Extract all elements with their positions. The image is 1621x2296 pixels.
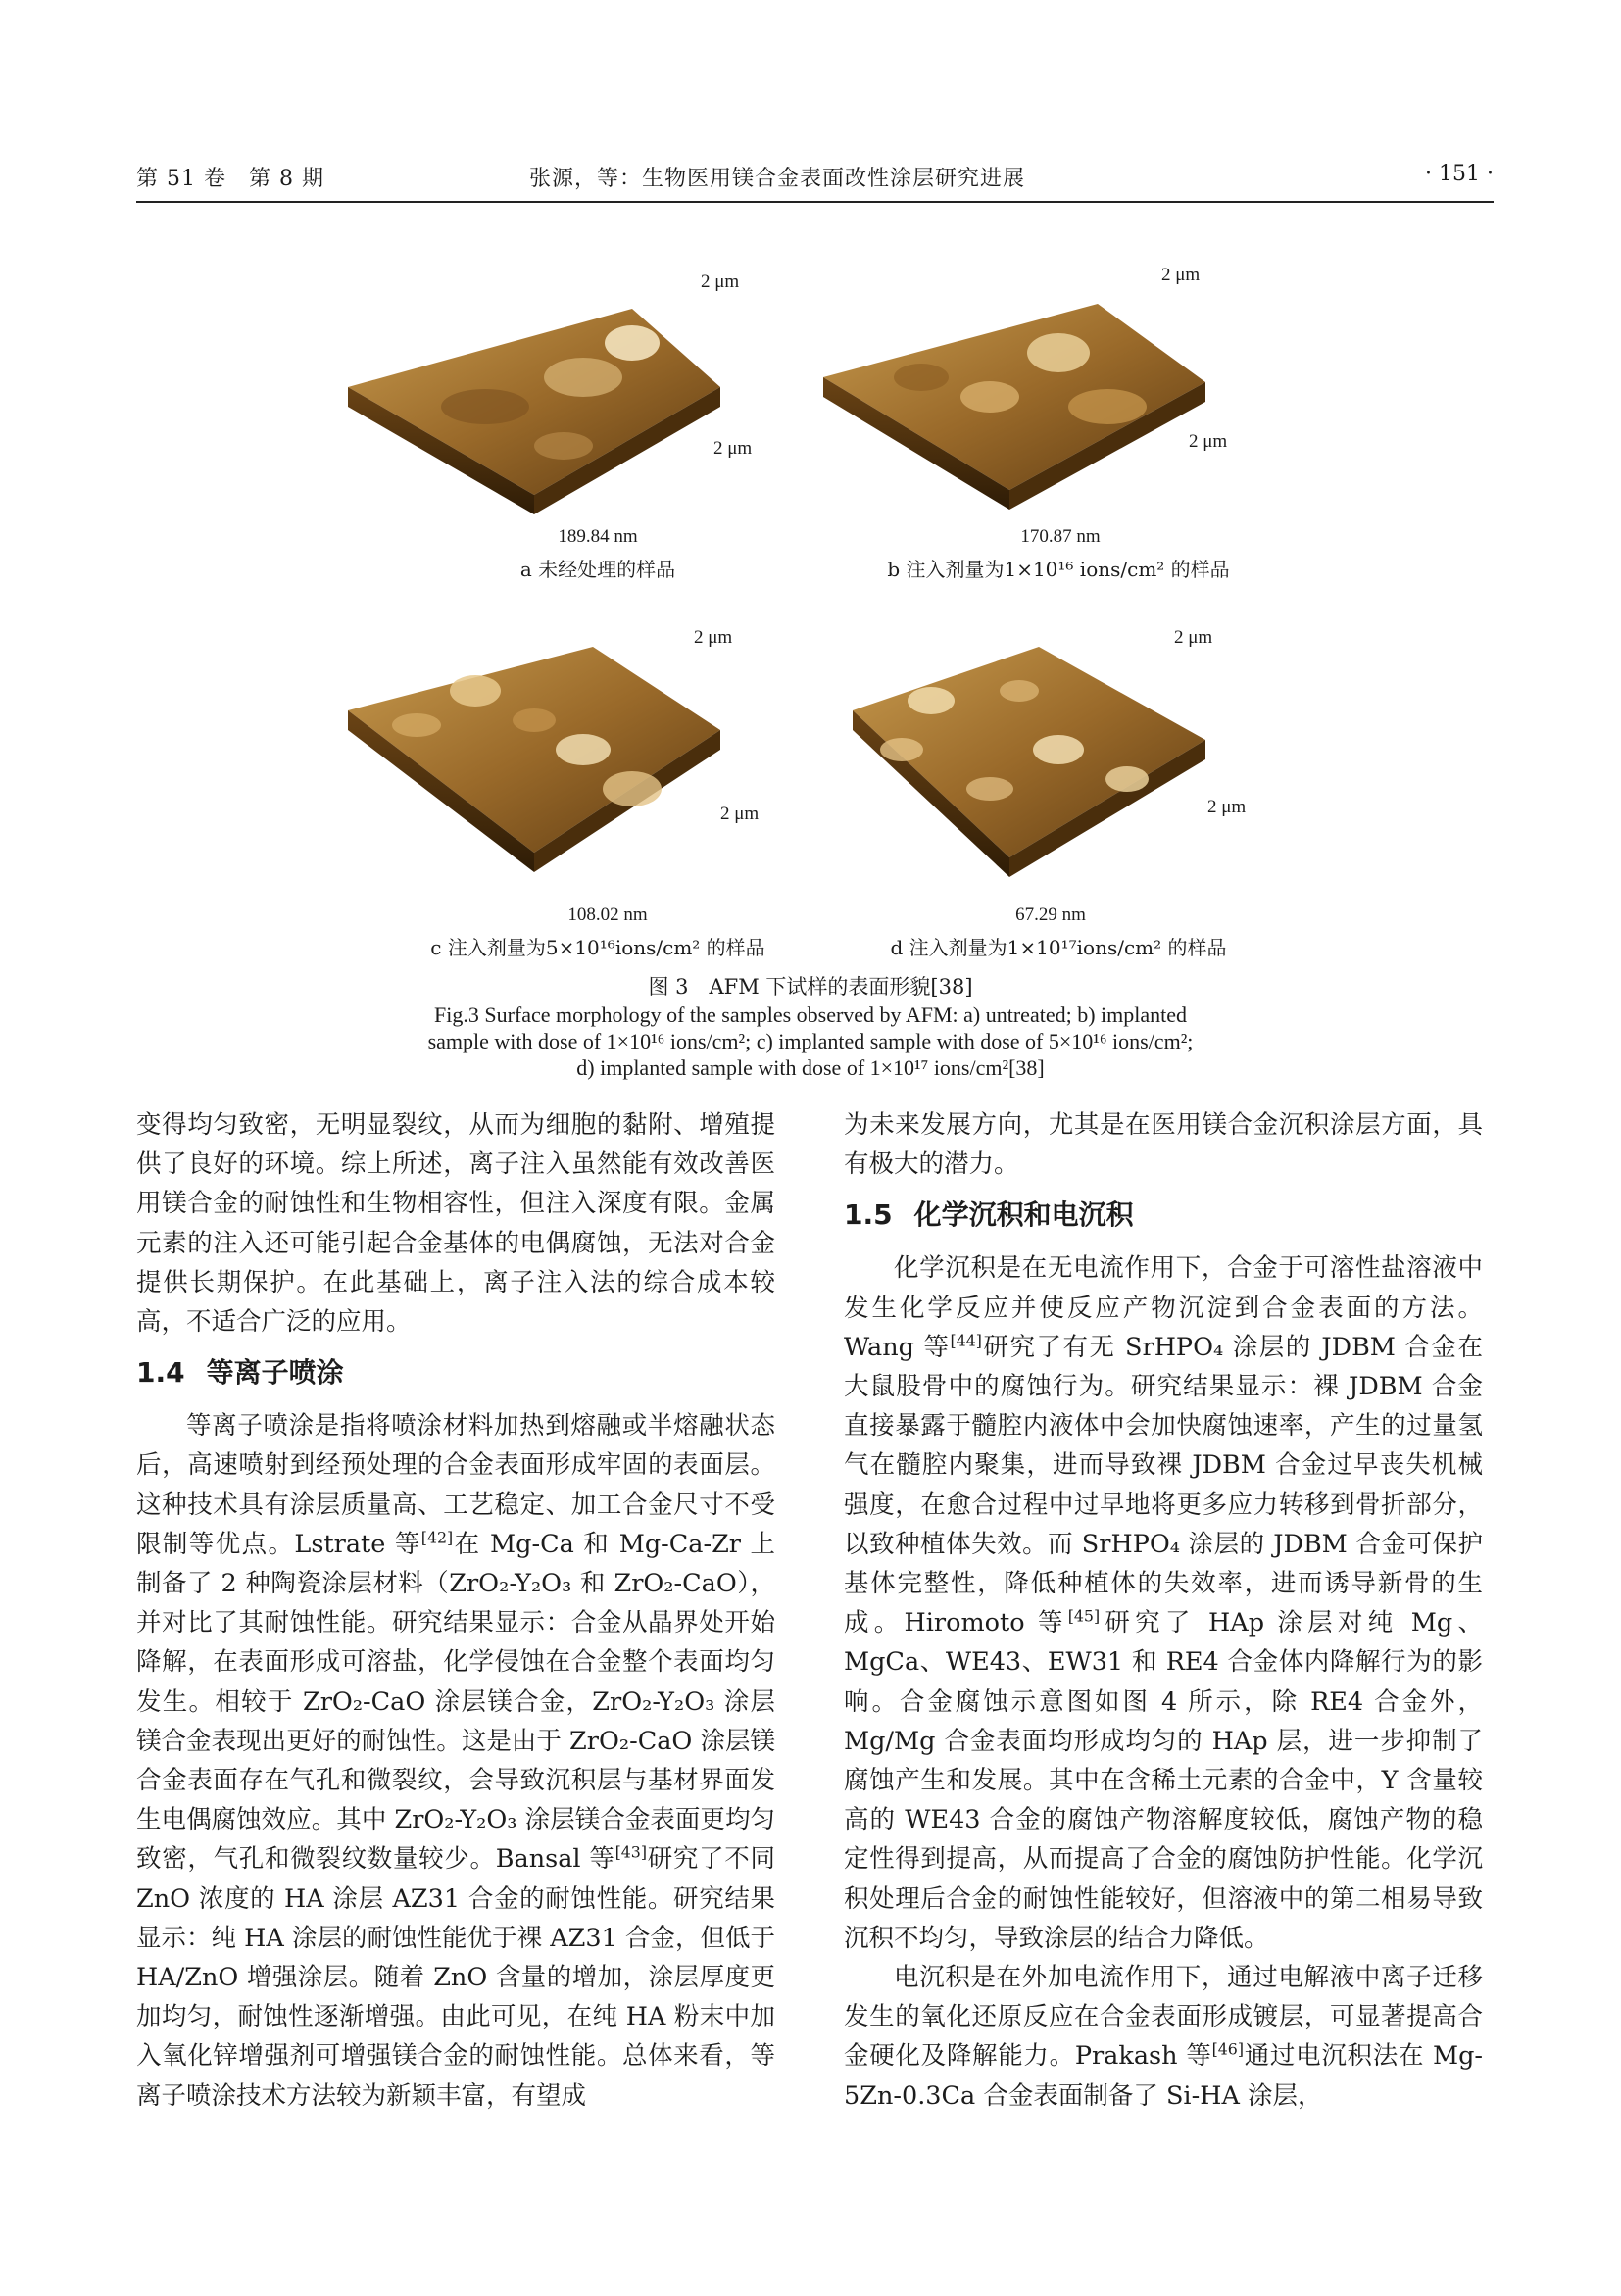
paragraph — [844, 1248, 1483, 1958]
afm-d-height: 67.29 nm — [1015, 904, 1086, 925]
figure-caption-en — [255, 1001, 1366, 1081]
section-number: 1.5 — [844, 1198, 893, 1232]
afm-a-height: 189.84 nm — [558, 526, 638, 547]
citation: [44] — [950, 1331, 982, 1350]
afm-d-caption: d 注入剂量为1×10¹⁷ions/cm² 的样品 — [890, 936, 1227, 959]
text-run: 在 Mg-Ca 和 Mg-Ca-Zr 上制备了 2 种陶瓷涂层材料（ZrO₂-Y₂O₃ 和 ZrO₂-CaO），并对比了其耐蚀性能。研究结果显示：合金从晶界处开始降解，在表面形成可溶盐，化学侵蚀在合金整个表面均匀发生。相较于 ZrO₂-CaO 涂层镁合金，ZrO₂-Y₂O₃ 涂层镁合金表现出更好的耐蚀性。这是由于 ZrO₂-CaO 涂层镁合金表面存在气孔和微裂纹，会导致沉积层与基材界面发生电偶腐蚀效应。其中 ZrO₂-Y₂O₃ 涂层镁合金表面更均匀致密，气孔和微裂纹数量较少。Bansal 等 — [136, 1529, 775, 1875]
running-title: 张源，等：生物医用镁合金表面改性涂层研究进展 — [529, 167, 1026, 191]
citation: [42] — [420, 1528, 454, 1547]
afm-surface-b — [813, 269, 1362, 563]
afm-surface-a — [338, 269, 887, 563]
paragraph — [844, 1958, 1483, 2116]
text-run: 研究了 HAp 涂层对纯 Mg、MgCa、WE43、EW31 和 RE4 合金体内降解行为的影响。合金腐蚀示意图如图 4 所示，除 RE4 合金外，Mg/Mg 合金表面均形成均匀的 HAp 层，进一步抑制了腐蚀产生和发展。其中在含稀土元素的合金中，Y 含量较高的 WE43 合金的腐蚀产物溶解度较低，腐蚀产物的稳定性得到提高，从而提高了合金的腐蚀防护性能。化学沉积处理后合金的耐蚀性能较好，但溶液中的第二相易导致沉积不均匀，导致涂层的结合力降低。 — [844, 1608, 1483, 1953]
afm-panel-c — [338, 632, 887, 926]
afm-panel-d — [813, 632, 1362, 926]
text-run: 化学沉积是在无电流作用下，合金于可溶性盐溶液中发生化学反应并使反应产物沉淀到合金表面的方法。Wang 等 — [844, 1253, 1483, 1362]
section-title: 等离子喷涂 — [206, 1356, 344, 1390]
afm-a-caption: a 未经处理的样品 — [519, 558, 676, 581]
paragraph: 为未来发展方向，尤其是在医用镁合金沉积涂层方面，具有极大的潜力。 — [844, 1110, 1483, 1180]
paragraph — [136, 1406, 775, 2116]
afm-b-scale-top: 2 μm — [1161, 265, 1201, 285]
text-run: 研究了不同 ZnO 浓度的 HA 涂层 AZ31 合金的耐蚀性能。研究结果显示：纯 HA 涂层的耐蚀性能优于裸 AZ31 合金，但低于 HA/ZnO 增强涂层。随着 ZnO 含量的增加，涂层厚度更加均匀，耐蚀性逐渐增强。由此可见，在纯 HA 粉末中加入氧化锌增强剂可增强镁合金的耐蚀性能。总体来看，等离子喷涂技术方法较为新颖丰富，有望成 — [136, 1844, 775, 2111]
paragraph: 变得均匀致密，无明显裂纹，从而为细胞的黏附、增殖提供了良好的环境。综上所述，离子注入虽然能有效改善医用镁合金的耐蚀性和生物相容性，但注入深度有限。金属元素的注入还可能引起合金基体的电偶腐蚀，无法对合金提供长期保护。在此基础上，离子注入法的综合成本较高，不适合广泛的应用。 — [136, 1110, 775, 1338]
page-number: · 151 · — [1425, 162, 1494, 186]
citation: [45] — [1067, 1606, 1101, 1626]
text-run: 通过电沉积法在 Mg-5Zn-0.3Ca 合金表面制备了 Si-HA 涂层， — [844, 2041, 1484, 2111]
afm-c-caption: c 注入剂量为5×10¹⁶ions/cm² 的样品 — [430, 936, 765, 959]
afm-d-scale-right: 2 μm — [1207, 797, 1247, 817]
afm-surface-d — [813, 632, 1362, 926]
afm-c-scale-top: 2 μm — [694, 627, 733, 648]
afm-c-height: 108.02 nm — [567, 904, 648, 925]
header-rule — [136, 201, 1494, 203]
afm-surface-c — [338, 632, 887, 926]
afm-c-scale-right: 2 μm — [720, 804, 760, 824]
afm-a-scale-top: 2 μm — [701, 271, 740, 292]
right-column — [844, 1105, 1483, 2116]
text-run: 电沉积是在外加电流作用下，通过电解液中离子迁移发生的氧化还原反应在合金表面形成镀层，可显著提高合金硬化及降解能力。Prakash 等 — [844, 1963, 1483, 2072]
citation: [46] — [1211, 2039, 1245, 2059]
figure-caption-en-line-2: sample with dose of 1×10¹⁶ ions/cm²; c) implanted sample with dose of 5×10¹⁶ ions/cm²; — [427, 1029, 1194, 1053]
journal-volume-issue: 第 51 卷 第 8 期 — [136, 167, 324, 191]
afm-b-caption: b 注入剂量为1×10¹⁶ ions/cm² 的样品 — [887, 558, 1230, 581]
afm-b-scale-right: 2 μm — [1189, 431, 1228, 452]
figure-caption-en-line-1: Fig.3 Surface morphology of the samples observed by AFM: a) untreated; b) implanted — [433, 1002, 1187, 1027]
afm-a-scale-right: 2 μm — [713, 438, 753, 459]
afm-panel-b — [813, 269, 1362, 563]
section-title: 化学沉积和电沉积 — [913, 1198, 1134, 1232]
section-number: 1.4 — [136, 1356, 185, 1390]
figure-caption-en-line-3: d) implanted sample with dose of 1×10¹⁷ ions/cm²[38] — [576, 1055, 1045, 1080]
section-heading-1-5 — [844, 1196, 1483, 1235]
left-column — [136, 1105, 775, 2116]
text-run: 等离子喷涂是指将喷涂材料加热到熔融或半熔融状态后，高速喷射到经预处理的合金表面形成牢固的表面层。这种技术具有涂层质量高、工艺稳定、加工合金尺寸不受限制等优点。Lstrate 等 — [136, 1411, 775, 1559]
figure-caption-cn: 图 3 AFM 下试样的表面形貌[38] — [648, 975, 973, 999]
text-run: 研究了有无 SrHPO₄ 涂层的 JDBM 合金在大鼠股骨中的腐蚀行为。研究结果显示：裸 JDBM 合金直接暴露于髓腔内液体中会加快腐蚀速率，产生的过量氢气在髓腔内聚集，进而导致裸 JDBM 合金过早丧失机械强度，在愈合过程中过早地将更多应力转移到骨折部分，以致种植体失效。而 SrHPO₄ 涂层的 JDBM 合金可保护基体完整性，降低种植体的失效率，进而诱导新骨的生成。Hiromoto 等 — [844, 1332, 1483, 1638]
afm-b-height: 170.87 nm — [1020, 526, 1101, 547]
afm-panel-a — [338, 269, 887, 563]
citation: [43] — [614, 1842, 647, 1862]
afm-d-scale-top: 2 μm — [1174, 627, 1213, 648]
section-heading-1-4 — [136, 1353, 775, 1392]
